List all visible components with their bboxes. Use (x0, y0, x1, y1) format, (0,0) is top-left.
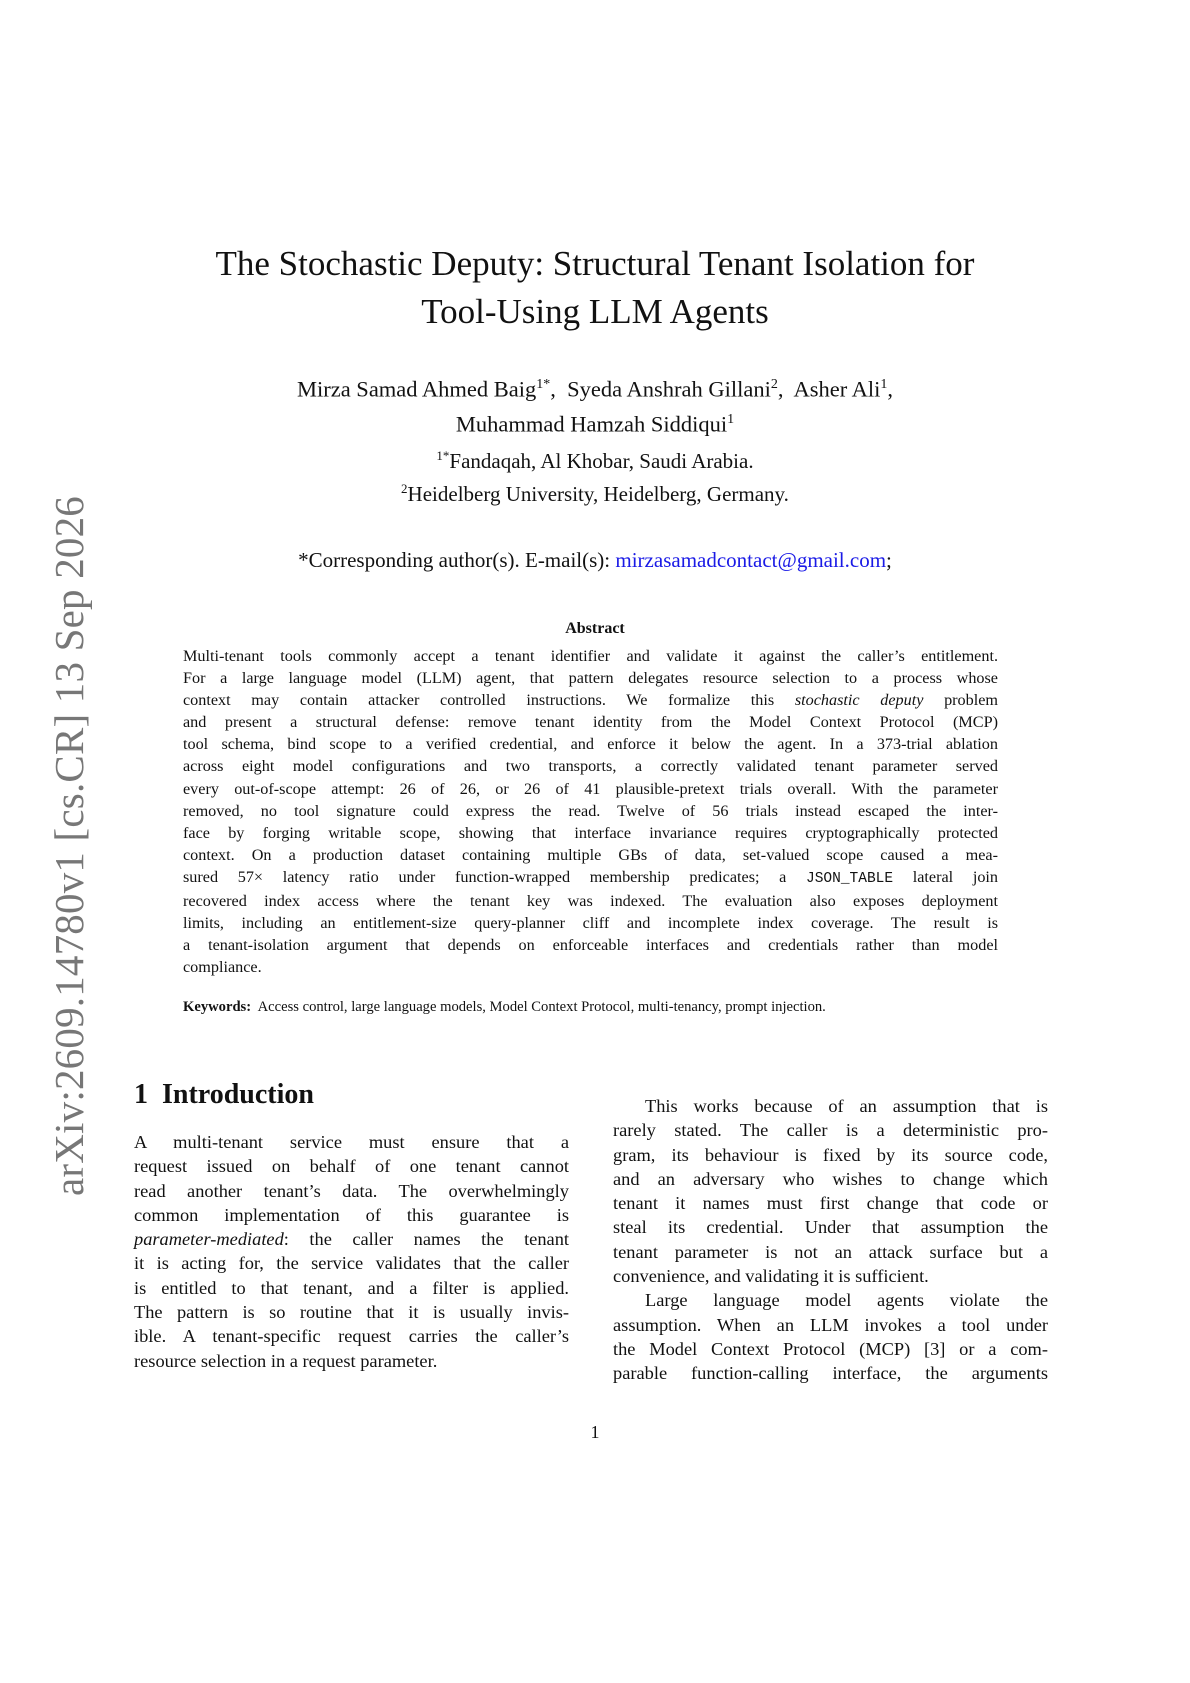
paper-title-line: Tool-Using LLM Agents (421, 292, 769, 331)
body-line: ible. A tenant-specific request carries the caller’s (134, 1326, 569, 1347)
abstract-line: tool schema, bind scope to a verified credential, and enforce it below the agent. In a 373-trial ablation (183, 735, 998, 754)
body-line: A multi-tenant service must ensure that a (134, 1132, 569, 1152)
body-line: rarely stated. The caller is a deterministic pro- (613, 1120, 1048, 1141)
body-line: tenant parameter is not an attack surface but a (613, 1241, 1048, 1262)
abstract-text: problem (944, 691, 999, 710)
author-name: Muhammad Hamzah Siddiqui (455, 411, 728, 436)
abstract-line: across eight model configurations and two transports, a correctly validated tenant parameter served (183, 757, 998, 776)
abstract-line: face by forging writable scope, showing that interface invariance requires cryptographically protected (183, 823, 998, 842)
affiliation-marker: 2 (401, 481, 408, 496)
body-line: convenience, and validating it is sufficient. (613, 1266, 929, 1287)
affiliation-marker: 1* (436, 448, 450, 463)
abstract-line: Multi-tenant tools commonly accept a tenant identifier and validate it against the caller’s entitlement. (183, 647, 998, 665)
abstract-text: sured 57× latency ratio under function-wrapped membership predicates; a (183, 867, 787, 886)
body-line: This works because of an assumption that is (645, 1096, 1048, 1116)
abstract-line: For a large language model (LLM) agent, that pattern delegates resource selection to a process whose (183, 669, 998, 688)
author-affiliation-marker: 1 (727, 411, 735, 427)
abstract-line (183, 689, 998, 711)
abstract-line: a tenant-isolation argument that depends on enforceable interfaces and credentials rather than model (183, 936, 998, 955)
abstract-line: and present a structural defense: remove tenant identity from the Model Context Protocol (MCP) (183, 713, 998, 732)
body-line (134, 1227, 569, 1251)
body-line: and an adversary who wishes to change which (613, 1168, 1048, 1189)
author-list: Mirza Samad Ahmed Baig$^{1*}$, Syeda Anshrah Gillani$^2$, Asher Ali$^1$, Muhammad Hamzah Siddiqui$^1$ (296, 376, 894, 436)
body-text: : the caller names the tenant (283, 1229, 569, 1250)
arxiv-identifier-stamp: arXiv:2609.14780v1 [cs.CR] 13 Sep 2026 (46, 496, 92, 1196)
author-affiliation-marker: 2 (770, 377, 778, 392)
body-text-right-column (613, 1094, 1048, 1386)
keywords-label: Keywords: (183, 999, 252, 1015)
body-line: Large language model agents violate the (645, 1290, 1048, 1311)
affiliation-text: Fandaqah, Al Khobar, Saudi Arabia. (449, 449, 754, 473)
affiliation (140, 442, 1050, 475)
author-name: Mirza Samad Ahmed Baig (296, 376, 537, 402)
correspondence-suffix: ; (886, 548, 892, 572)
body-line: assumption. When an LLM invokes a tool under (613, 1314, 1048, 1335)
section-number: 1 (134, 1079, 148, 1110)
affiliation (140, 475, 1050, 508)
page-number: 1 (590, 1422, 600, 1442)
body-line: common implementation of this guarantee is (134, 1204, 569, 1225)
section-title: Introduction (162, 1079, 314, 1110)
body-line: The pattern is so routine that it is usually invis- (134, 1302, 569, 1323)
author-name: Syeda Anshrah Gillani (567, 376, 771, 402)
abstract-line: removed, no tool signature could express the read. Twelve of 56 trials instead escaped the inter- (183, 801, 998, 820)
body-line: the Model Context Protocol (MCP) [3] or a com- (613, 1338, 1048, 1359)
section-heading (134, 1079, 314, 1111)
emphasis-term: stochastic deputy (794, 691, 924, 710)
emphasis-term: parameter-mediated (134, 1229, 284, 1250)
abstract-line: context. On a production dataset containing multiple GBs of data, set-valued scope caused a mea- (183, 845, 998, 864)
keywords (183, 997, 998, 1017)
paper-title (140, 240, 1050, 336)
affiliation-text: Heidelberg University, Heidelberg, Germany. (407, 482, 789, 506)
abstract-line: recovered index access where the tenant key was indexed. The evaluation also exposes deployment (183, 892, 998, 911)
body-line: gram, its behaviour is fixed by its source code, (613, 1144, 1048, 1165)
body-line: read another tenant’s data. The overwhelmingly (134, 1180, 569, 1201)
abstract-body (183, 645, 998, 978)
abstract-line: limits, including an entitlement-size query-planner cliff and incomplete index coverage. The result is (183, 914, 998, 933)
abstract-heading: Abstract (565, 620, 625, 637)
abstract-text: lateral join (912, 867, 999, 886)
keywords-text: Access control, large language models, Model Context Protocol, multi-tenancy, prompt injection. (257, 999, 826, 1015)
body-line: resource selection in a request parameter. (134, 1350, 438, 1371)
body-text-left-column (134, 1130, 569, 1373)
author-affiliation-marker: 1* (536, 377, 551, 392)
body-line: parable function-calling interface, the arguments (613, 1363, 1048, 1384)
author-name: Asher Ali (793, 376, 881, 402)
body-line: it is acting for, the service validates that the caller (134, 1253, 569, 1274)
body-line: is entitled to that tenant, and a filter is applied. (134, 1277, 569, 1298)
paper-title-line: The Stochastic Deputy: Structural Tenant Isolation for (215, 244, 975, 283)
correspondence-label: *Corresponding author(s). E-mail(s): (298, 548, 611, 572)
abstract-line (183, 866, 998, 890)
code-term: JSON_TABLE (806, 870, 894, 887)
body-line: steal its credential. Under that assumption the (613, 1217, 1048, 1238)
email-link[interactable]: mirzasamadcontact@gmail.com (615, 548, 887, 572)
body-line: request issued on behalf of one tenant cannot (134, 1156, 569, 1177)
body-line: tenant it names must first change that code or (613, 1193, 1048, 1214)
corresponding-author (140, 546, 1050, 574)
author-affiliation-marker: 1 (880, 377, 888, 392)
abstract-line: compliance. (183, 958, 262, 977)
affiliation-list (140, 442, 1050, 508)
abstract-line: every out-of-scope attempt: 26 of 26, or 26 of 41 plausible-pretext trials overall. With the parameter (183, 779, 998, 798)
abstract-text: context may contain attacker controlled instructions. We formalize this (183, 691, 775, 710)
